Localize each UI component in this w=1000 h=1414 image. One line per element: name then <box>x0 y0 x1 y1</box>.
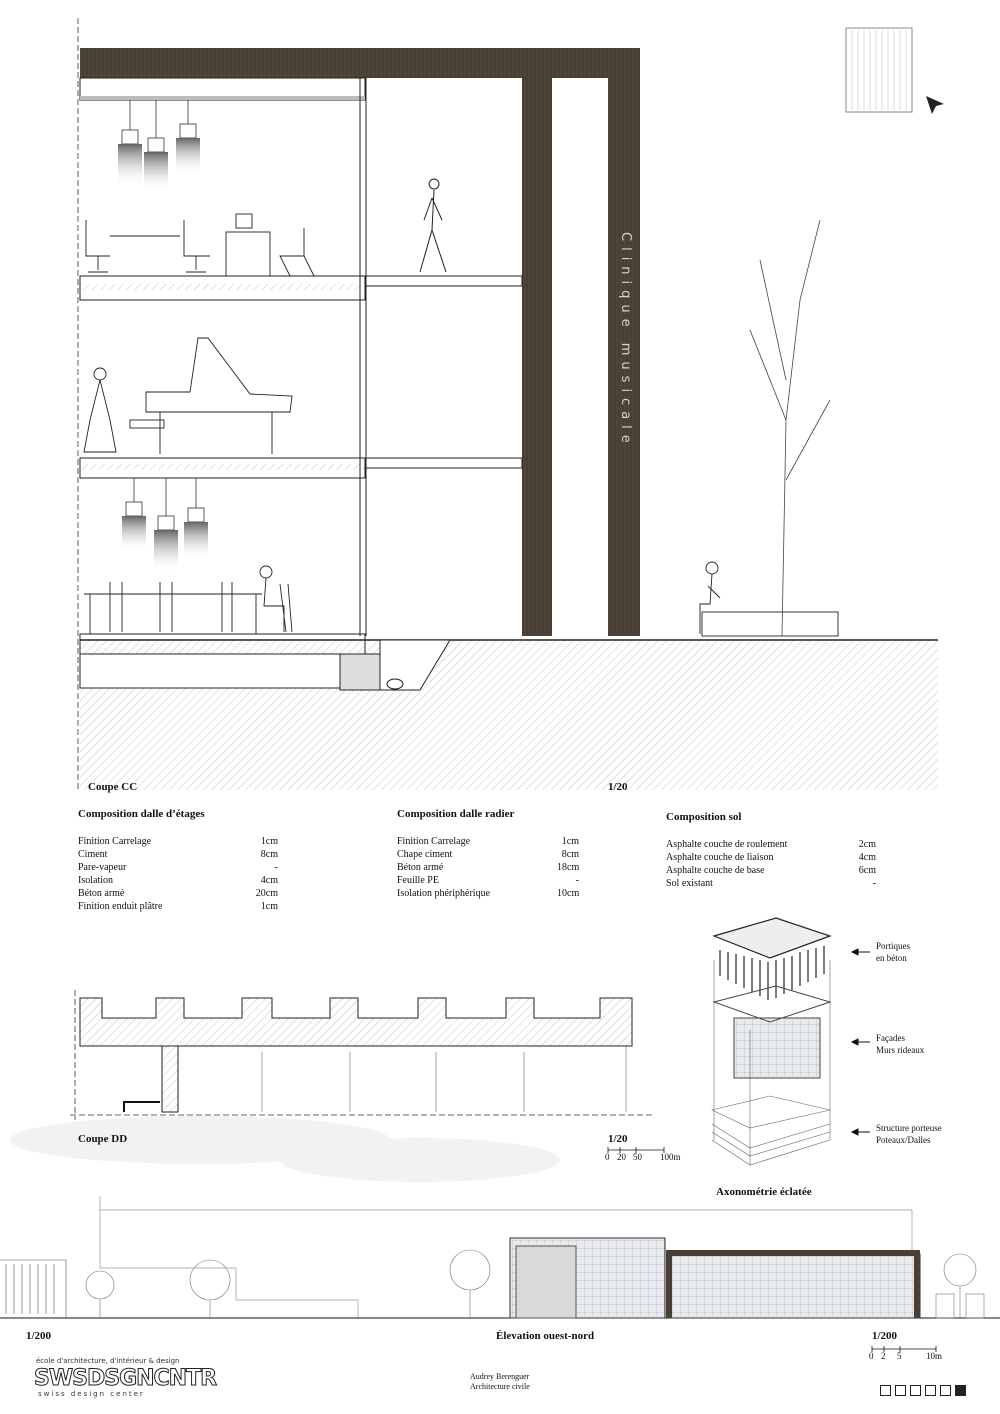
layer-name: Sol existant <box>666 878 713 889</box>
composition-dalle-etages <box>78 808 278 913</box>
vertical-sign <box>618 232 633 449</box>
scalebar-elev-label-2: 5 <box>897 1351 902 1361</box>
section-dd-title: Coupe DD <box>78 1133 128 1145</box>
school-line: école d'architecture, d'intérieur & design <box>36 1357 180 1365</box>
layer-name: Béton armé <box>397 862 444 873</box>
section-cc-title: Coupe CC <box>88 781 138 793</box>
elevation-scale-left: 1/200 <box>26 1330 52 1342</box>
axo-label-line: Façades <box>876 1033 905 1043</box>
axo-label-line: Murs rideaux <box>876 1045 925 1055</box>
layer-value: - <box>274 862 278 873</box>
axo-label-portiques <box>876 940 910 964</box>
scalebar-dd-label-2: 50 <box>633 1152 642 1162</box>
layer-value: 8cm <box>260 849 278 860</box>
layer-name: Isolation <box>78 875 113 886</box>
composition-title: Composition dalle d’étages <box>78 808 205 820</box>
layer-value: 1cm <box>260 836 278 847</box>
page-box <box>880 1385 891 1396</box>
section-cc-drawing <box>78 18 938 790</box>
svg-text:Clinique musicale: Clinique musicale <box>618 232 633 449</box>
scalebar-elev-label-0: 0 <box>869 1351 874 1361</box>
layer-value: 4cm <box>260 875 278 886</box>
author-name: Audrey Berenguer <box>470 1372 530 1381</box>
page-box <box>940 1385 951 1396</box>
scalebar-dd-label-0: 0 <box>605 1152 610 1162</box>
layer-name: Isolation phériphérique <box>397 888 491 899</box>
layer-name: Béton armé <box>78 888 125 899</box>
layer-name: Finition Carrelage <box>397 836 471 847</box>
layer-value: 8cm <box>561 849 579 860</box>
key-plan <box>846 28 944 114</box>
school-sub: swiss design center <box>38 1390 145 1398</box>
section-dd-drawing <box>70 990 655 1120</box>
elevation-title: Élevation ouest-nord <box>496 1330 595 1342</box>
layer-value: 1cm <box>561 836 579 847</box>
layer-value: 20cm <box>255 888 278 899</box>
school-logo: SWSDSGNCNTR <box>34 1366 217 1391</box>
layer-value: 18cm <box>557 862 580 873</box>
layer-value: 10cm <box>557 888 580 899</box>
section-dd-scale: 1/20 <box>608 1133 628 1145</box>
elevation-drawing <box>0 1116 1000 1318</box>
layer-name: Asphalte couche de liaison <box>666 852 774 863</box>
layer-name: Pare-vapeur <box>78 862 127 873</box>
layer-name: Feuille PE <box>397 875 439 886</box>
layer-name: Asphalte couche de roulement <box>666 839 788 850</box>
layer-value: - <box>575 875 579 886</box>
layer-value: 2cm <box>858 839 876 850</box>
axo-label-line: Portiques <box>876 941 911 951</box>
page-box <box>895 1385 906 1396</box>
axo-label-line: Poteaux/Dalles <box>876 1135 931 1145</box>
composition-title: Composition dalle radier <box>397 808 515 820</box>
scalebar-dd-label-1: 20 <box>617 1152 626 1162</box>
page-box <box>925 1385 936 1396</box>
layer-name: Finition Carrelage <box>78 836 152 847</box>
layer-name: Chape ciment <box>397 849 453 860</box>
elevation-scale-right: 1/200 <box>872 1330 898 1342</box>
layer-value: 6cm <box>858 865 876 876</box>
layer-value: 1cm <box>260 901 278 912</box>
axo-label-line: en béton <box>876 953 907 963</box>
composition-dalle-radier <box>397 808 579 900</box>
page-indicator <box>880 1385 966 1396</box>
section-cc-scale: 1/20 <box>608 781 628 793</box>
layer-name: Finition enduit plâtre <box>78 901 163 912</box>
axonometry-drawing <box>712 918 870 1165</box>
scalebar-elev-label-1: 2 <box>881 1351 886 1361</box>
axo-label-structure <box>876 1122 942 1146</box>
composition-sol <box>666 811 876 890</box>
layer-value: 4cm <box>858 852 876 863</box>
author-course: Architecture civile <box>470 1382 530 1391</box>
page-box <box>910 1385 921 1396</box>
page-box-current <box>955 1385 966 1396</box>
author-block <box>470 1372 530 1392</box>
composition-title: Composition sol <box>666 811 742 823</box>
axo-label-line: Structure porteuse <box>876 1123 942 1133</box>
axo-label-facades <box>876 1032 924 1056</box>
scalebar-elev-label-3: 10m <box>926 1351 943 1361</box>
scalebar-dd-label-3: 100m <box>660 1152 681 1162</box>
layer-value: - <box>872 878 876 889</box>
layer-name: Asphalte couche de base <box>666 865 765 876</box>
layer-name: Ciment <box>78 849 108 860</box>
axonometry-title: Axonométrie éclatée <box>716 1186 812 1198</box>
